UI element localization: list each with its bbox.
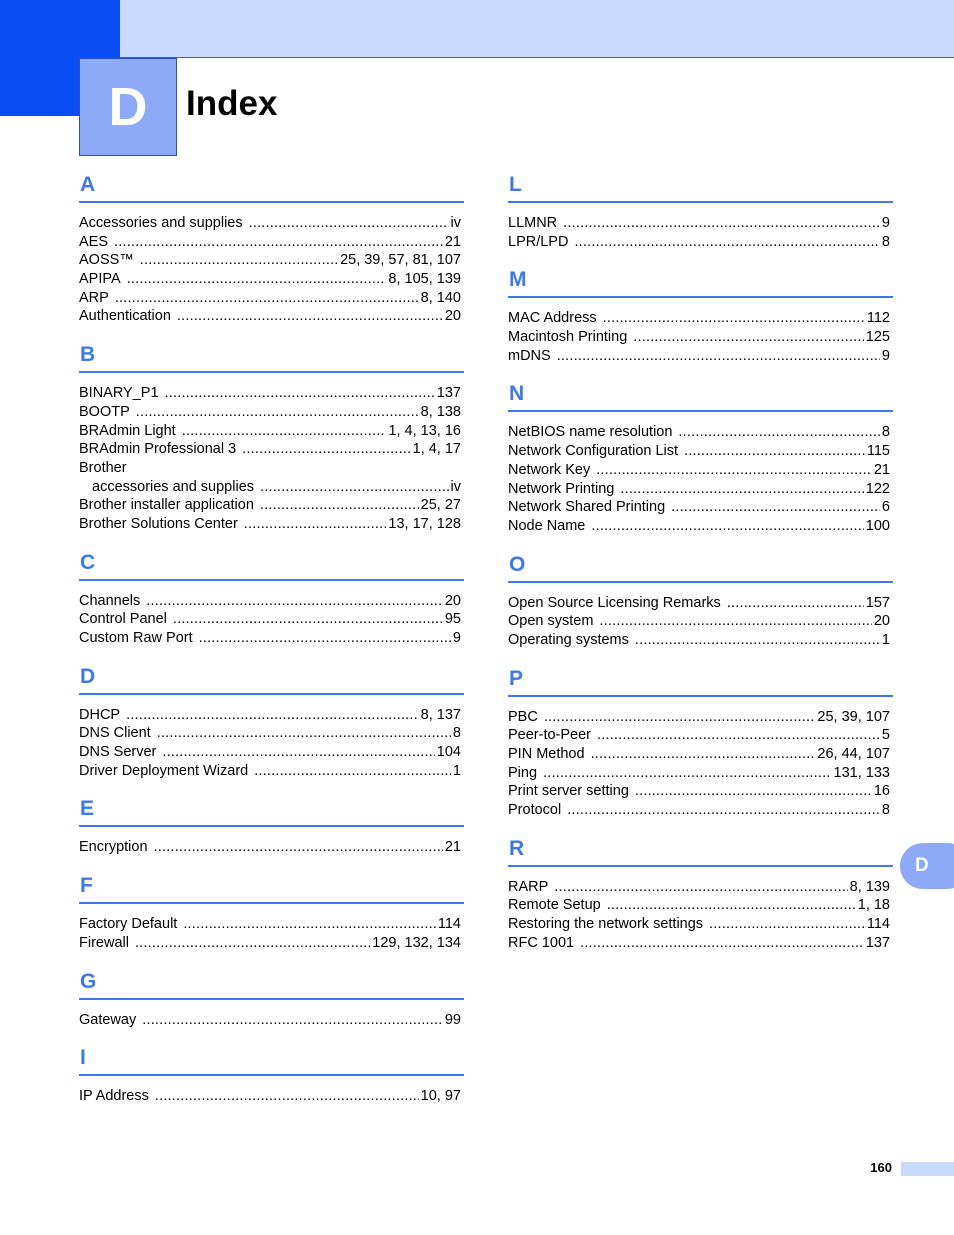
index-section bbox=[508, 552, 893, 650]
index-entry[interactable] bbox=[79, 838, 461, 857]
entry-pages[interactable]: 100 bbox=[865, 517, 890, 534]
entry-pages[interactable]: 8, 137 bbox=[420, 706, 461, 723]
entry-pages[interactable]: 5 bbox=[881, 727, 890, 744]
index-entry[interactable] bbox=[508, 309, 890, 328]
index-entry[interactable] bbox=[79, 1011, 461, 1030]
entry-term: Network Configuration List bbox=[508, 443, 679, 460]
index-section bbox=[508, 836, 893, 953]
entry-pages[interactable]: 8, 138 bbox=[420, 403, 461, 420]
entry-pages[interactable]: 157 bbox=[865, 594, 890, 611]
dot-leader bbox=[599, 612, 871, 631]
entry-pages[interactable]: 6 bbox=[881, 499, 890, 516]
dot-leader bbox=[249, 214, 449, 233]
entry-term: Encryption bbox=[79, 839, 148, 856]
index-entry[interactable] bbox=[508, 233, 890, 252]
entry-pages[interactable]: 129, 132, 134 bbox=[372, 934, 461, 951]
dot-leader bbox=[182, 422, 387, 441]
index-entry[interactable] bbox=[79, 478, 461, 497]
index-section bbox=[79, 873, 464, 952]
index-entry[interactable] bbox=[508, 328, 890, 347]
section-letter: E bbox=[80, 797, 95, 821]
entry-term: DHCP bbox=[79, 706, 121, 723]
entry-pages[interactable]: 8, 105, 139 bbox=[388, 271, 461, 288]
section-rule bbox=[508, 410, 893, 412]
entry-pages[interactable]: 13, 17, 128 bbox=[388, 515, 461, 532]
entry-pages[interactable]: 122 bbox=[865, 480, 890, 497]
entry-pages[interactable]: 9 bbox=[452, 630, 461, 646]
entry-pages[interactable]: 26, 44, 107 bbox=[817, 746, 890, 762]
entry-term: AOSS™ bbox=[79, 252, 134, 269]
section-letter: I bbox=[80, 1046, 86, 1070]
section-rule bbox=[79, 902, 464, 904]
entry-term: Open Source Licensing Remarks bbox=[508, 594, 721, 611]
entry-pages[interactable]: 8, 140 bbox=[420, 289, 461, 306]
entry-pages[interactable]: 21 bbox=[444, 839, 461, 856]
entry-pages[interactable]: iv bbox=[450, 215, 461, 231]
index-entry[interactable] bbox=[79, 270, 461, 289]
section-letter: A bbox=[80, 173, 96, 196]
entry-pages[interactable]: 1 bbox=[452, 762, 461, 779]
dot-leader bbox=[146, 592, 443, 611]
entry-term: PBC bbox=[508, 708, 538, 725]
dot-leader bbox=[671, 498, 880, 517]
dot-leader bbox=[543, 764, 832, 783]
index-entry[interactable] bbox=[508, 934, 890, 953]
entry-term: Factory Default bbox=[79, 916, 178, 933]
entry-term: AES bbox=[79, 233, 109, 250]
entry-pages[interactable]: 25, 27 bbox=[420, 497, 461, 514]
dot-leader bbox=[596, 461, 872, 480]
entry-pages[interactable]: 21 bbox=[444, 233, 461, 250]
index-entry[interactable] bbox=[79, 307, 461, 326]
index-section bbox=[508, 381, 893, 535]
section-letter: R bbox=[509, 836, 525, 860]
dot-leader bbox=[140, 251, 338, 270]
index-section bbox=[79, 664, 464, 781]
entry-pages[interactable]: 8 bbox=[881, 424, 890, 441]
dot-leader bbox=[114, 233, 443, 252]
dot-leader bbox=[567, 801, 880, 820]
dot-leader bbox=[183, 915, 436, 934]
dot-leader bbox=[607, 896, 856, 915]
entry-term: Brother bbox=[79, 459, 127, 476]
entry-term: Brother Solutions Center bbox=[79, 515, 238, 532]
section-letter: G bbox=[80, 969, 97, 993]
entry-pages[interactable]: 20 bbox=[873, 613, 890, 630]
section-letter: C bbox=[80, 550, 96, 574]
index-entry[interactable] bbox=[79, 706, 461, 725]
index-entry[interactable] bbox=[508, 461, 890, 480]
index-entry[interactable] bbox=[79, 629, 461, 648]
entry-pages[interactable]: 114 bbox=[437, 916, 461, 933]
dot-leader bbox=[177, 307, 443, 326]
entry-pages[interactable]: 16 bbox=[873, 783, 890, 800]
index-entry[interactable] bbox=[508, 726, 890, 745]
index-entry[interactable] bbox=[508, 708, 890, 727]
section-rule bbox=[508, 865, 893, 867]
dot-leader bbox=[165, 384, 435, 403]
entry-term: Gateway bbox=[79, 1011, 137, 1028]
dot-leader bbox=[242, 440, 410, 459]
index-entry[interactable] bbox=[79, 422, 461, 441]
entry-pages[interactable]: 25, 39, 57, 81, 107 bbox=[340, 252, 461, 269]
dot-leader bbox=[554, 878, 847, 897]
dot-leader bbox=[597, 726, 880, 745]
dot-leader bbox=[633, 328, 864, 347]
entry-term: APIPA bbox=[79, 271, 121, 288]
entry-term: BINARY_P1 bbox=[79, 385, 159, 402]
entry-term: Network Shared Printing bbox=[508, 499, 666, 516]
section-letter: B bbox=[80, 343, 96, 367]
entry-term: accessories and supplies bbox=[92, 478, 255, 495]
index-entry[interactable] bbox=[79, 251, 461, 270]
dot-leader bbox=[157, 724, 451, 743]
index-entry[interactable] bbox=[508, 915, 890, 934]
section-letter: M bbox=[509, 268, 527, 292]
index-entry[interactable] bbox=[508, 517, 890, 536]
dot-leader bbox=[635, 782, 872, 801]
entry-term: BRAdmin Light bbox=[79, 422, 176, 439]
index-section bbox=[79, 1045, 464, 1106]
entry-term: DNS Client bbox=[79, 725, 151, 742]
index-entry[interactable] bbox=[79, 233, 461, 252]
index-entry[interactable] bbox=[79, 384, 461, 403]
entry-term: Operating systems bbox=[508, 631, 629, 648]
index-entry[interactable] bbox=[508, 214, 890, 233]
dot-leader bbox=[603, 309, 865, 328]
index-entry[interactable] bbox=[79, 592, 461, 611]
entry-term: Node Name bbox=[508, 517, 586, 534]
index-section bbox=[508, 172, 893, 251]
entry-term: LPR/LPD bbox=[508, 233, 569, 250]
section-letter: L bbox=[509, 173, 522, 196]
entry-term: Brother installer application bbox=[79, 497, 254, 514]
index-entry[interactable] bbox=[79, 403, 461, 422]
entry-term: Accessories and supplies bbox=[79, 215, 243, 231]
entry-pages[interactable]: 8 bbox=[881, 233, 890, 250]
entry-pages[interactable]: 125 bbox=[865, 329, 890, 346]
dot-leader bbox=[162, 743, 434, 762]
dot-leader bbox=[709, 915, 865, 934]
entry-term: Macintosh Printing bbox=[508, 329, 628, 346]
dot-leader bbox=[544, 708, 816, 727]
entry-term: Firewall bbox=[79, 934, 129, 951]
section-rule bbox=[79, 693, 464, 695]
entry-term: IP Address bbox=[79, 1088, 149, 1105]
index-entry[interactable] bbox=[508, 878, 890, 897]
section-rule bbox=[79, 201, 464, 203]
entry-term: ARP bbox=[79, 289, 109, 306]
index-section bbox=[508, 666, 893, 820]
dot-leader bbox=[127, 270, 387, 289]
entry-term: Protocol bbox=[508, 802, 562, 819]
index-section bbox=[79, 342, 464, 534]
index-entry[interactable] bbox=[508, 347, 890, 366]
dot-leader bbox=[260, 496, 419, 515]
entry-pages[interactable]: 21 bbox=[873, 461, 890, 478]
section-rule bbox=[508, 581, 893, 583]
dot-leader bbox=[591, 745, 816, 764]
entry-pages[interactable]: 8 bbox=[881, 802, 890, 819]
entry-pages[interactable]: 104 bbox=[436, 744, 461, 761]
entry-term: LLMNR bbox=[508, 215, 558, 231]
entry-term: Channels bbox=[79, 592, 141, 609]
entry-term: Print server setting bbox=[508, 783, 629, 800]
entry-pages[interactable]: 9 bbox=[881, 215, 890, 231]
dot-leader bbox=[684, 442, 865, 461]
entry-term: Peer-to-Peer bbox=[508, 727, 592, 744]
dot-leader bbox=[135, 934, 370, 953]
index-entry[interactable] bbox=[79, 934, 461, 953]
index-entry[interactable] bbox=[508, 745, 890, 764]
page-number: 160 bbox=[870, 1160, 892, 1175]
section-rule bbox=[79, 825, 464, 827]
index-entry[interactable] bbox=[79, 496, 461, 515]
dot-leader bbox=[557, 347, 880, 366]
index-entry[interactable] bbox=[508, 631, 890, 650]
entry-term: RFC 1001 bbox=[508, 934, 575, 951]
entry-pages[interactable]: 9 bbox=[881, 347, 890, 364]
dot-leader bbox=[591, 517, 863, 536]
entry-pages[interactable]: 8, 139 bbox=[849, 878, 890, 895]
index-column-left bbox=[79, 172, 464, 1122]
entry-pages[interactable]: 20 bbox=[444, 308, 461, 325]
index-section bbox=[508, 267, 893, 365]
entry-pages[interactable]: 1, 4, 13, 16 bbox=[388, 422, 461, 439]
dot-leader bbox=[678, 423, 880, 442]
index-entry[interactable] bbox=[79, 724, 461, 743]
dot-leader bbox=[173, 610, 443, 629]
entry-term: MAC Address bbox=[508, 310, 597, 327]
entry-term: Remote Setup bbox=[508, 897, 601, 914]
index-entry[interactable] bbox=[508, 782, 890, 801]
section-rule bbox=[508, 296, 893, 298]
dot-leader bbox=[580, 934, 864, 953]
dot-leader bbox=[260, 478, 449, 497]
entry-pages[interactable]: 1 bbox=[881, 631, 890, 648]
dot-leader bbox=[727, 594, 864, 613]
entry-term: Control Panel bbox=[79, 611, 167, 628]
entry-term: PIN Method bbox=[508, 746, 585, 762]
dot-leader bbox=[574, 233, 879, 252]
entry-pages[interactable]: 99 bbox=[444, 1011, 461, 1028]
index-section bbox=[79, 969, 464, 1030]
entry-term: Network Printing bbox=[508, 480, 615, 497]
index-section bbox=[79, 796, 464, 857]
index-entry[interactable] bbox=[79, 743, 461, 762]
section-letter: F bbox=[80, 874, 93, 898]
entry-pages[interactable]: 137 bbox=[436, 385, 461, 402]
entry-term: Open system bbox=[508, 613, 594, 630]
dot-leader bbox=[126, 706, 419, 725]
entry-term: Restoring the network settings bbox=[508, 916, 704, 933]
dot-leader bbox=[254, 762, 451, 781]
entry-pages[interactable]: 8 bbox=[452, 725, 461, 742]
index-entry[interactable] bbox=[79, 214, 461, 233]
index-entry[interactable] bbox=[79, 289, 461, 308]
section-rule bbox=[508, 201, 893, 203]
index-entry[interactable] bbox=[508, 480, 890, 499]
entry-pages[interactable]: 115 bbox=[866, 443, 890, 460]
chapter-letter-box: D bbox=[79, 58, 177, 156]
index-entry[interactable] bbox=[79, 459, 461, 478]
entry-pages[interactable]: 10, 97 bbox=[420, 1088, 461, 1105]
index-entry[interactable] bbox=[508, 442, 890, 461]
footer-bar bbox=[901, 1162, 954, 1176]
entry-term: BRAdmin Professional 3 bbox=[79, 441, 237, 458]
dot-leader bbox=[155, 1087, 419, 1106]
entry-pages[interactable]: iv bbox=[450, 478, 461, 495]
index-entry[interactable] bbox=[79, 1087, 461, 1106]
entry-pages[interactable]: 131, 133 bbox=[833, 764, 890, 781]
entry-pages[interactable]: 25, 39, 107 bbox=[817, 708, 890, 725]
entry-term: DNS Server bbox=[79, 744, 157, 761]
index-entry[interactable] bbox=[79, 515, 461, 534]
dot-leader bbox=[244, 515, 387, 534]
entry-pages[interactable]: 114 bbox=[866, 916, 890, 933]
index-entry[interactable] bbox=[79, 440, 461, 459]
entry-pages[interactable]: 95 bbox=[444, 611, 461, 628]
section-rule bbox=[79, 579, 464, 581]
section-rule bbox=[508, 695, 893, 697]
dot-leader bbox=[154, 838, 443, 857]
entry-term: Custom Raw Port bbox=[79, 630, 193, 646]
section-letter: D bbox=[80, 664, 96, 688]
entry-term: NetBIOS name resolution bbox=[508, 424, 673, 441]
index-column-right bbox=[508, 172, 893, 969]
section-letter: P bbox=[509, 666, 524, 690]
index-entry[interactable] bbox=[79, 610, 461, 629]
chapter-side-tab[interactable]: D bbox=[900, 843, 954, 889]
dot-leader bbox=[635, 631, 880, 650]
entry-term: Authentication bbox=[79, 308, 171, 325]
header-band bbox=[120, 0, 954, 58]
index-entry[interactable] bbox=[508, 612, 890, 631]
entry-term: RARP bbox=[508, 878, 549, 895]
dot-leader bbox=[199, 629, 451, 648]
section-rule bbox=[79, 998, 464, 1000]
dot-leader bbox=[136, 403, 419, 422]
section-rule bbox=[79, 371, 464, 373]
entry-pages[interactable]: 20 bbox=[444, 592, 461, 609]
entry-pages[interactable]: 1, 4, 17 bbox=[412, 441, 461, 458]
entry-pages[interactable]: 1, 18 bbox=[857, 897, 890, 914]
dot-leader bbox=[563, 214, 880, 233]
entry-pages[interactable]: 137 bbox=[865, 934, 890, 951]
page-title: Index bbox=[186, 84, 278, 123]
entry-term: mDNS bbox=[508, 347, 551, 364]
index-entry[interactable] bbox=[508, 498, 890, 517]
index-entry[interactable] bbox=[508, 423, 890, 442]
index-section bbox=[79, 172, 464, 326]
index-entry[interactable] bbox=[508, 764, 890, 783]
dot-leader bbox=[142, 1011, 443, 1030]
index-section bbox=[79, 550, 464, 648]
entry-pages[interactable]: 112 bbox=[866, 310, 890, 327]
section-rule bbox=[79, 1074, 464, 1076]
section-letter: N bbox=[509, 382, 525, 406]
dot-leader bbox=[620, 480, 863, 499]
index-entry[interactable] bbox=[508, 896, 890, 915]
index-entry[interactable] bbox=[508, 801, 890, 820]
dot-leader bbox=[115, 289, 419, 308]
entry-term: Ping bbox=[508, 764, 538, 781]
entry-term: BOOTP bbox=[79, 403, 130, 420]
entry-term: Driver Deployment Wizard bbox=[79, 762, 249, 779]
section-letter: O bbox=[509, 552, 526, 576]
index-entry[interactable] bbox=[508, 594, 890, 613]
index-entry[interactable] bbox=[79, 915, 461, 934]
entry-term: Network Key bbox=[508, 461, 591, 478]
index-entry[interactable] bbox=[79, 762, 461, 781]
